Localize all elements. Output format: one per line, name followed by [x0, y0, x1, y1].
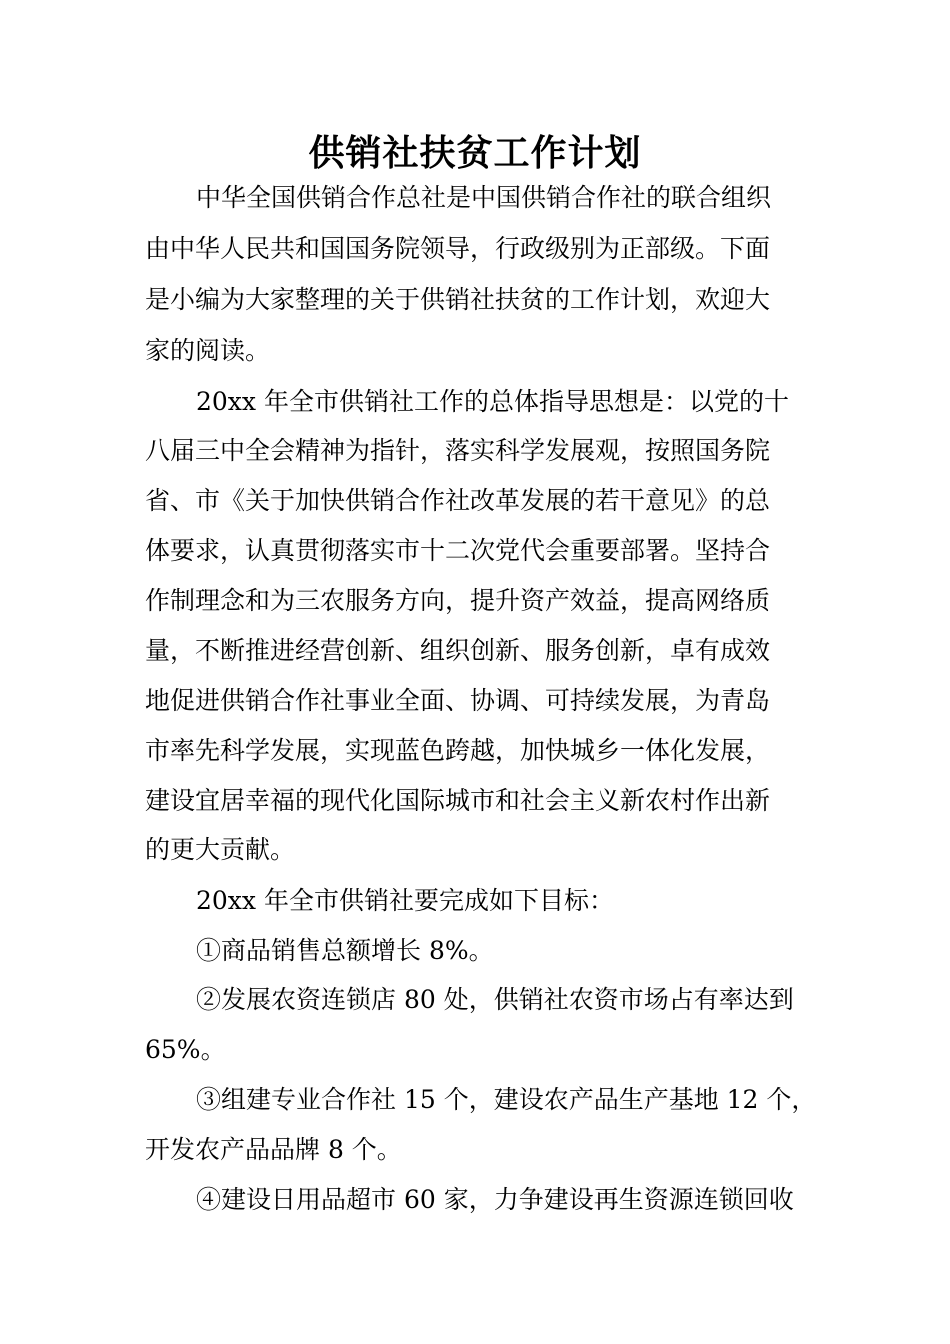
paragraph-2-line-4: 体要求，认真贯彻落实市十二次党代会重要部署。坚持合 [145, 536, 771, 565]
paragraph-7-line-1: ④建设日用品超市 60 家，力争建设再生资源连锁回收 [196, 1185, 794, 1214]
paragraph-5-line-2: 65%。 [145, 1035, 226, 1064]
paragraph-2-line-6: 量，不断推进经营创新、组织创新、服务创新，卓有成效 [145, 636, 771, 665]
paragraph-6-line-2: 开发农产品品牌 8 个。 [145, 1135, 402, 1164]
paragraph-2-line-8: 市率先科学发展，实现蓝色跨越，加快城乡一体化发展， [145, 736, 771, 765]
document-title: 供销社扶贫工作计划 [308, 132, 642, 174]
paragraph-5-line-1: ②发展农资连锁店 80 处，供销社农资市场占有率达到 [196, 985, 794, 1014]
paragraph-1-line-2: 由中华人民共和国国务院领导，行政级别为正部级。下面 [145, 234, 771, 263]
paragraph-2-line-10: 的更大贡献。 [145, 835, 296, 864]
paragraph-1-line-4: 家的阅读。 [145, 336, 271, 365]
paragraph-2-line-1: 20xx 年全市供销社工作的总体指导思想是：以党的十 [196, 387, 789, 416]
paragraph-6-line-1: ③组建专业合作社 15 个，建设农产品生产基地 12 个， [196, 1085, 817, 1114]
paragraph-2-line-3: 省、市《关于加快供销合作社改革发展的若干意见》的总 [145, 486, 771, 515]
paragraph-3-line-1: 20xx 年全市供销社要完成如下目标： [196, 886, 614, 915]
paragraph-1-line-1: 中华全国供销合作总社是中国供销合作社的联合组织 [196, 183, 772, 212]
paragraph-2-line-9: 建设宜居幸福的现代化国际城市和社会主义新农村作出新 [145, 786, 771, 815]
paragraph-2-line-7: 地促进供销合作社事业全面、协调、可持续发展，为青岛 [145, 686, 771, 715]
paragraph-4-line-1: ①商品销售总额增长 8%。 [196, 936, 494, 965]
paragraph-1-line-3: 是小编为大家整理的关于供销社扶贫的工作计划，欢迎大 [145, 285, 771, 314]
paragraph-2-line-2: 八届三中全会精神为指针，落实科学发展观，按照国务院 [145, 436, 771, 465]
paragraph-2-line-5: 作制理念和为三农服务方向，提升资产效益，提高网络质 [145, 586, 771, 615]
